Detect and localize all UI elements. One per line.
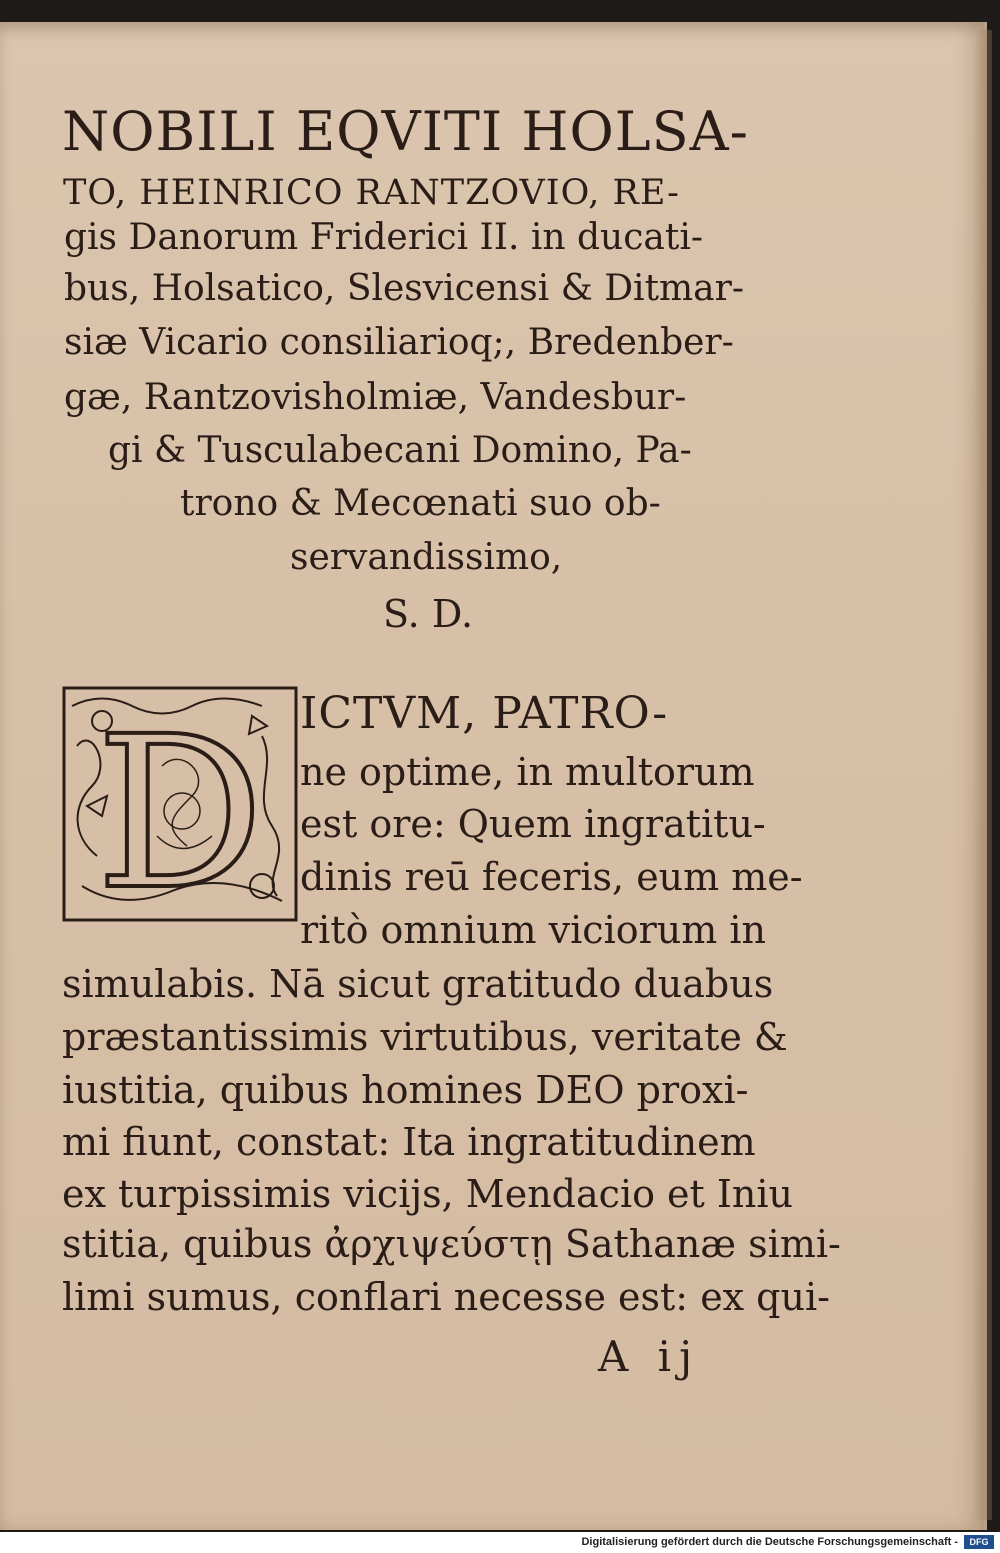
body-line-4: dinis reū feceris, eum me- — [300, 855, 803, 899]
heading-line-4: bus, Holsatico, Slesvicensi & Ditmar- — [64, 268, 745, 309]
body-line-11: stitia, quibus ἀρχιψεύστῃ Sathanæ simi- — [62, 1222, 841, 1266]
decorated-initial-d — [62, 686, 298, 922]
page-edge-shadow — [974, 30, 992, 1520]
initial-letter: D — [95, 691, 265, 922]
body-line-3: est ore: Quem ingratitu- — [300, 802, 766, 846]
body-line-8: iustitia, quibus homines DEO proxi- — [62, 1068, 749, 1112]
heading-line-1: NOBILI EQVITI HOLSA- — [62, 100, 749, 163]
heading-line-7: gi & Tusculabecani Domino, Pa- — [108, 430, 692, 471]
body-line-7: præstantissimis virtutibus, veritate & — [62, 1015, 788, 1059]
body-line-10: ex turpissimis vicijs, Mendacio et Iniu — [62, 1172, 793, 1216]
body-line-1: ICTVM, PATRO- — [300, 688, 669, 739]
heading-line-8: trono & Mecœnati suo ob- — [180, 483, 661, 524]
heading-line-2: TO, HEINRICO RANTZOVIO, RE- — [63, 173, 680, 213]
body-line-5: ritò omnium viciorum in — [300, 908, 766, 952]
heading-line-3: gis Danorum Friderici II. in ducati- — [64, 217, 703, 258]
body-line-6: simulabis. Nā sicut gratitudo duabus — [62, 962, 774, 1006]
body-line-12: limi sumus, conflari necesse est: ex qui- — [62, 1275, 830, 1319]
body-line-9: mi fiunt, constat: Ita ingratitudinem — [62, 1120, 756, 1164]
body-line-2: ne optime, in multorum — [300, 750, 755, 794]
heading-line-10: S. D. — [383, 592, 474, 636]
dfg-logo[interactable]: DFG — [964, 1535, 994, 1549]
signature-mark: A ij — [598, 1332, 701, 1381]
footer-credit-text: Digitalisierung gefördert durch die Deutsche Forschungsgemeinschaft - — [581, 1536, 958, 1548]
heading-line-5: siæ Vicario consiliarioq;, Bredenber- — [64, 322, 734, 363]
heading-line-9: servandissimo, — [290, 537, 563, 578]
heading-line-6: gæ, Rantzovisholmiæ, Vandesbur- — [64, 377, 687, 418]
digitization-footer — [0, 1532, 1000, 1553]
